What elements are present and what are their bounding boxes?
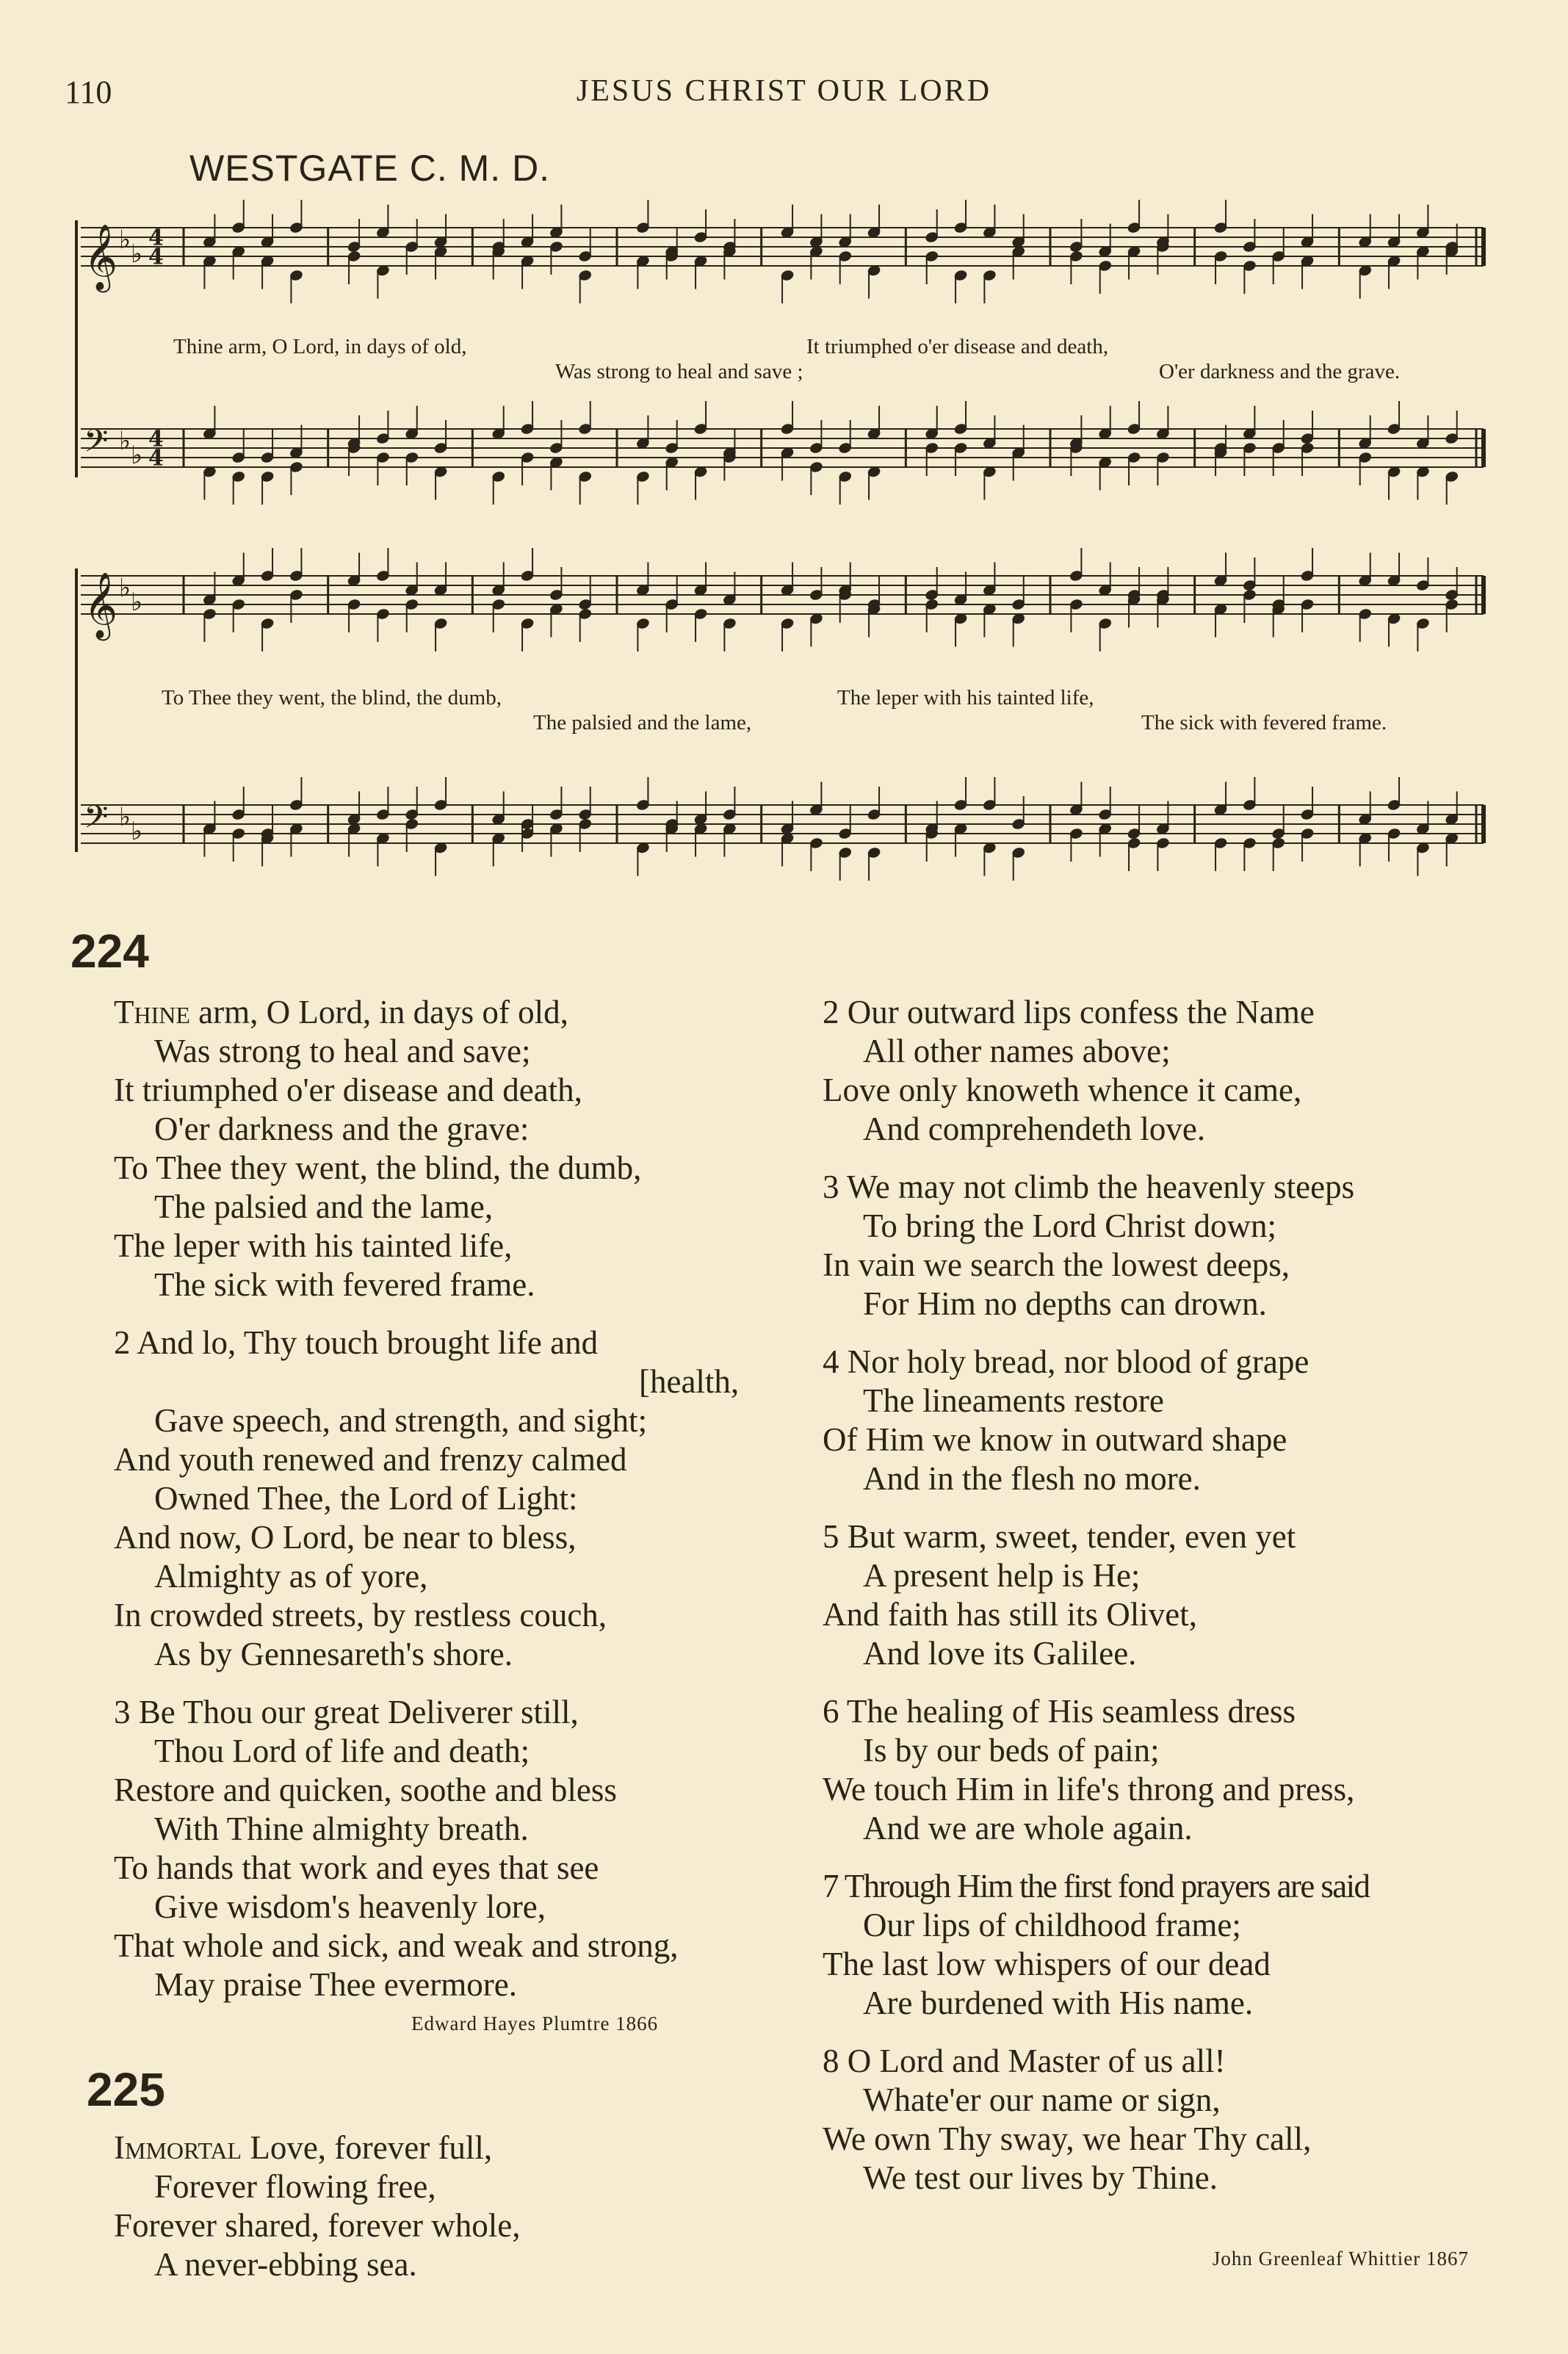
verse-line: Forever flowing free,	[154, 2168, 436, 2205]
author-credit: John Greenleaf Whittier 1867	[1212, 2248, 1469, 2270]
verse-line: May praise Thee evermore.	[154, 1966, 517, 2003]
verse-line: Of Him we know in outward shape	[823, 1421, 1287, 1458]
verse-line: Almighty as of yore,	[154, 1558, 428, 1595]
verse-line: Restore and quicken, soothe and bless	[114, 1772, 617, 1808]
verse-line: Thine arm, O Lord, in days of old,	[114, 994, 568, 1030]
verse-line: With Thine almighty breath.	[154, 1810, 529, 1847]
stanza	[823, 1867, 1369, 2023]
verse-line: As by Gennesareth's shore.	[154, 1636, 513, 1672]
verse-line: Our lips of childhood frame;	[863, 1907, 1241, 1943]
treble-clef-icon: 𝄞	[84, 572, 118, 638]
verse-line: To bring the Lord Christ down;	[863, 1207, 1277, 1244]
verse-line: To hands that work and eyes that see	[114, 1849, 599, 1886]
tune-name: WESTGATE C. M. D.	[189, 148, 551, 189]
flat-icon: ♭	[119, 426, 131, 456]
verse-line: The leper with his tainted life,	[114, 1227, 513, 1264]
stanza	[823, 2042, 1369, 2198]
treble-clef-icon: 𝄞	[84, 224, 118, 290]
verse-line: O'er darkness and the grave:	[154, 1111, 530, 1147]
verse-line: And now, O Lord, be near to bless,	[114, 1519, 577, 1556]
verse-line: 2 And lo, Thy touch brought life and	[114, 1324, 599, 1361]
notes	[203, 200, 1459, 881]
verse-line: And in the flesh no more.	[863, 1460, 1201, 1497]
lyric-line: To Thee they went, the blind, the dumb,	[162, 686, 502, 710]
verse-line: 6 The healing of His seamless dress	[823, 1693, 1296, 1730]
verse-line: For Him no depths can drown.	[863, 1285, 1267, 1322]
verse-line: A never-ebbing sea.	[154, 2246, 417, 2283]
lyric-line: Was strong to heal and save ;	[555, 360, 803, 383]
verse-line: And we are whole again.	[863, 1810, 1193, 1846]
verse-line: And comprehendeth love.	[863, 1111, 1206, 1147]
verse-line: In crowded streets, by restless couch,	[114, 1597, 607, 1633]
stanza	[823, 993, 1369, 1149]
verse-line: Gave speech, and strength, and sight;	[154, 1402, 648, 1439]
verse-line: 3 We may not climb the heavenly steeps	[823, 1169, 1355, 1205]
verse-line: Love only knoweth whence it came,	[823, 1072, 1302, 1108]
verse-line: That whole and sick, and weak and strong,	[114, 1927, 679, 1964]
verse-line: The lineaments restore	[863, 1382, 1164, 1419]
stanza	[114, 1324, 739, 1674]
lyric-line: It triumphed o'er disease and death,	[806, 335, 1109, 358]
verse-line: We test our lives by Thine.	[863, 2159, 1218, 2196]
verse-line: Is by our beds of pain;	[863, 1732, 1160, 1769]
verse-line: Owned Thee, the Lord of Light:	[154, 1480, 578, 1517]
hymn-225-continued	[823, 993, 1369, 2198]
author-credit: Edward Hayes Plumtre 1866	[411, 2012, 659, 2035]
verse-line: A present help is He;	[863, 1557, 1141, 1594]
flat-icon: ♭	[119, 802, 131, 832]
hymn-number: 225	[87, 2063, 165, 2116]
barlines	[76, 220, 1484, 852]
verse-line: And faith has still its Olivet,	[823, 1596, 1197, 1633]
lyric-line: The palsied and the lame,	[533, 711, 752, 734]
time-signature-icon: 4	[148, 426, 164, 452]
stanza	[823, 1517, 1369, 1673]
verse-line: 8 O Lord and Master of us all!	[823, 2043, 1226, 2079]
verse-line: 7 Through Him the first fond prayers are said	[823, 1868, 1370, 1904]
verse-line: We own Thy sway, we hear Thy call,	[823, 2120, 1312, 2157]
lyric-line: The leper with his tainted life,	[837, 686, 1094, 710]
lyric-line: O'er darkness and the grave.	[1159, 360, 1401, 383]
verse-line: It triumphed o'er disease and death,	[114, 1072, 582, 1108]
flat-icon: ♭	[119, 573, 131, 603]
hymn-225-stanza-1	[114, 2129, 521, 2284]
flat-icon: ♭	[131, 588, 143, 618]
verse-line: To Thee they went, the blind, the dumb,	[114, 1149, 642, 1186]
flat-icon: ♭	[119, 225, 131, 255]
flat-icon: ♭	[131, 441, 143, 471]
first-word: Thine	[114, 994, 190, 1030]
page-number: 110	[65, 74, 112, 110]
stanza	[823, 1692, 1369, 1848]
music-score	[0, 0, 1568, 911]
stanza	[114, 993, 739, 1304]
verse-line: And youth renewed and frenzy calmed	[114, 1441, 627, 1478]
time-signature-icon: 4	[148, 244, 164, 270]
lyric-line: The sick with fevered frame.	[1141, 711, 1387, 734]
running-title: JESUS CHRIST OUR LORD	[576, 74, 992, 108]
hymn-number: 224	[71, 925, 149, 978]
staff-lines	[81, 228, 1484, 843]
verse-line: 4 Nor holy bread, nor blood of grape	[823, 1343, 1309, 1380]
verse-line: All other names above;	[863, 1033, 1171, 1069]
verse-line: Was strong to heal and save;	[154, 1033, 531, 1069]
flat-icon: ♭	[131, 239, 143, 270]
verse-line: Thou Lord of life and death;	[154, 1733, 530, 1769]
stanza	[823, 1168, 1369, 1324]
verse-line: The palsied and the lame,	[154, 1188, 494, 1225]
stanza	[823, 1343, 1369, 1498]
first-word: Immortal	[114, 2129, 242, 2166]
bass-clef-icon: 𝄢	[84, 423, 109, 467]
verse-line: Forever shared, forever whole,	[114, 2207, 521, 2244]
verse-line: 3 Be Thou our great Deliverer still,	[114, 1694, 579, 1730]
verse-line: The sick with fevered frame.	[154, 1266, 535, 1303]
hymn-224-text	[114, 993, 739, 2007]
verse-line: Give wisdom's heavenly lore,	[154, 1888, 546, 1925]
flat-icon: ♭	[131, 817, 143, 847]
verse-line: And love its Galilee.	[863, 1635, 1137, 1672]
bass-clef-icon: 𝄢	[84, 799, 109, 843]
time-signature-icon: 4	[148, 445, 164, 472]
verse-line-turnover: [health,	[639, 1363, 740, 1400]
time-signature-icon: 4	[148, 225, 164, 251]
verse-line: 2 Our outward lips confess the Name	[823, 994, 1315, 1030]
verse-line: Immortal Love, forever full,	[114, 2129, 493, 2166]
verse-line: Whate'er our name or sign,	[863, 2082, 1221, 2118]
stanza	[114, 1693, 739, 2004]
verse-line: We touch Him in life's throng and press,	[823, 1771, 1355, 1808]
verse-line: 5 But warm, sweet, tender, even yet	[823, 1518, 1296, 1555]
verse-line: Are burdened with His name.	[863, 1985, 1254, 2021]
lyric-line: Thine arm, O Lord, in days of old,	[173, 335, 467, 358]
verse-line: In vain we search the lowest deeps,	[823, 1246, 1290, 1283]
verse-line: The last low whispers of our dead	[823, 1946, 1271, 1982]
